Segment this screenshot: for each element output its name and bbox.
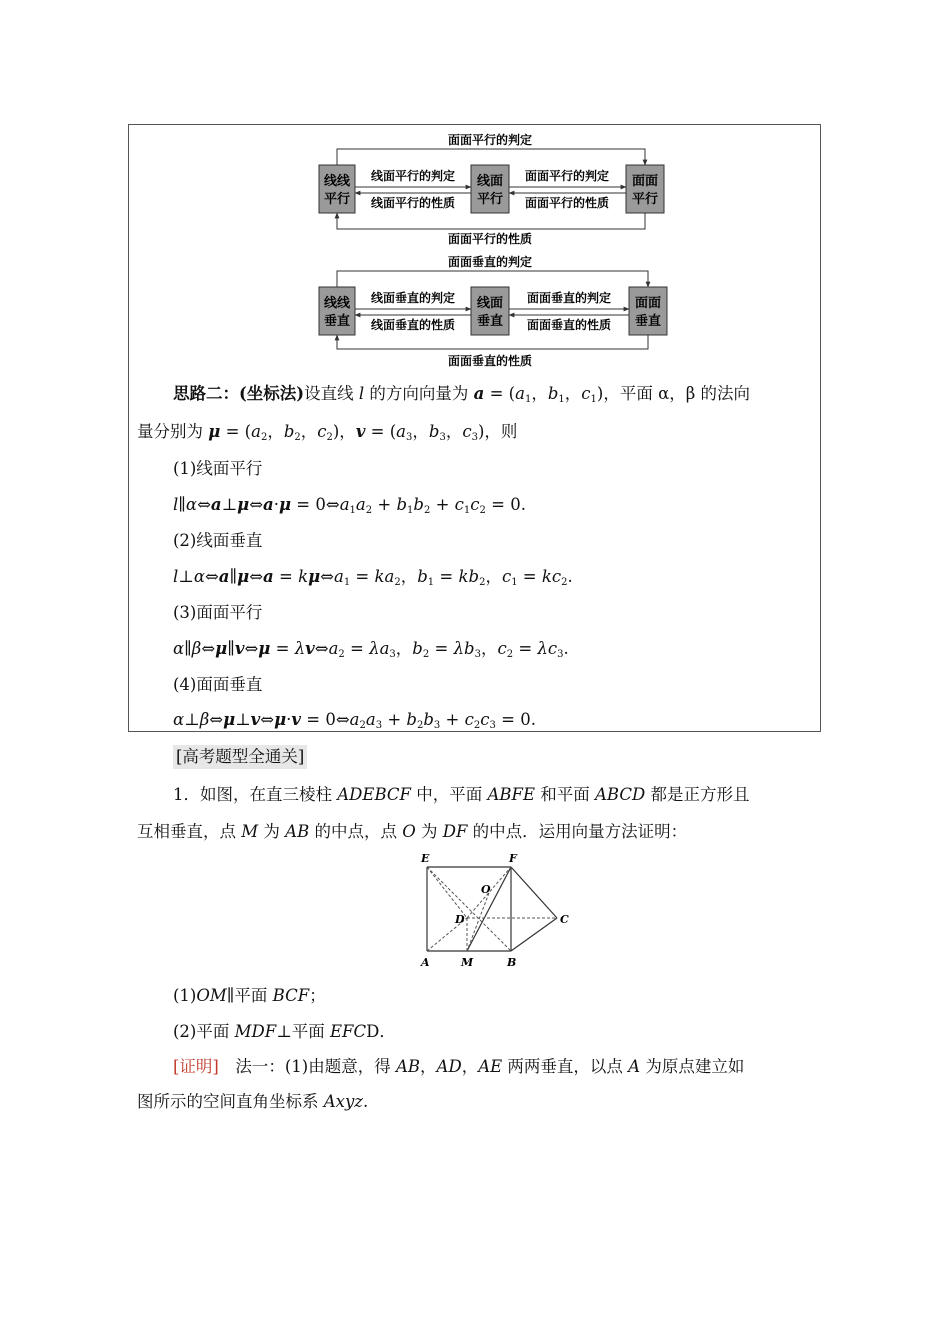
d2-box-left-2: 垂直 — [323, 314, 351, 329]
case4-formula: α⊥β⇔μ⊥v⇔μ·v = $0\Leftrightarrow a_2a_3 + b_2b_3 + c_2c_3 = 0$. — [173, 710, 536, 731]
section-title: [高考题型全通关] — [173, 745, 307, 769]
edge-BC — [511, 918, 557, 951]
d1-box-right-1: 面面 — [631, 174, 659, 189]
part2: (2)平面 MDF⊥平面 EFCD． — [173, 1022, 396, 1041]
d2-left-top: 线面垂直的判定 — [370, 291, 456, 305]
case1-formula: l∥α⇔a⊥μ⇔a·μ = $0\Leftrightarrow a_1a_2 + b_1b_2 + c_1c_2 = 0$. — [173, 495, 526, 516]
d1-box-left-1: 线线 — [323, 174, 351, 189]
arrow-d1-bottom-loop — [337, 213, 645, 229]
edge-OM — [467, 893, 489, 951]
d2-box-left-1: 线线 — [323, 296, 351, 311]
d2-top-label: 面面垂直的判定 — [447, 255, 533, 269]
question1-line1: 1．如图，在直三棱柱 ADEBCF 中，平面 ABFE 和平面 ABCD 都是正方形且 — [173, 785, 750, 804]
d2-bottom-label: 面面垂直的性质 — [447, 354, 533, 368]
arrow-d2-bottom-loop — [337, 335, 648, 349]
case2-title: (2)线面垂直 — [173, 531, 263, 550]
d2-right-top: 面面垂直的判定 — [526, 291, 612, 305]
case4-title: (4)面面垂直 — [173, 675, 263, 694]
proof-tag: [证明] — [173, 1057, 219, 1076]
method2-line1: 思路二：(坐标法)设直线 l 的方向向量为 $a = (a_1$，$b_1$，$c_1$)，平面 α，β 的法向 — [173, 384, 751, 405]
case1-title: (1)线面平行 — [173, 459, 263, 478]
d1-left-bottom: 线面平行的性质 — [370, 196, 456, 210]
d1-bottom-label: 面面平行的性质 — [447, 232, 533, 246]
label-F: F — [509, 852, 517, 865]
d1-top-label: 面面平行的判定 — [447, 133, 533, 147]
edge-FM — [467, 867, 511, 951]
arrow-d1-top-loop — [337, 149, 645, 165]
label-B: B — [507, 956, 517, 969]
part1: (1)OM∥平面 BCF； — [173, 986, 326, 1005]
diagram2-group — [319, 254, 667, 368]
label-D: D — [455, 913, 465, 926]
label-C: C — [560, 913, 569, 926]
diagram1-group — [319, 132, 664, 246]
method2-line2: 量分别为 $\mu = (a_2$，$b_2$，$c_2$)，$v = (a_3$，$b_3$，$c_3$)，则 — [137, 422, 518, 443]
label-M: M — [461, 956, 474, 969]
label-E: E — [421, 852, 430, 865]
edge-ED — [427, 867, 467, 918]
d1-box-mid-1: 线面 — [476, 174, 504, 189]
label-A: A — [421, 956, 430, 969]
d1-right-bottom: 面面平行的性质 — [524, 196, 610, 210]
d2-left-bottom: 线面垂直的性质 — [370, 318, 456, 332]
d2-box-right-2: 垂直 — [634, 314, 662, 329]
d1-box-mid-2: 平行 — [476, 192, 504, 207]
case3-title: (3)面面平行 — [173, 603, 263, 622]
label-O: O — [481, 883, 491, 896]
d1-left-top: 线面平行的判定 — [370, 169, 456, 183]
arrow-d2-top-loop — [337, 271, 648, 287]
method2-label: 思路二：(坐标法) — [173, 384, 305, 403]
d1-box-left-2: 平行 — [323, 192, 351, 207]
proof-line2: 图所示的空间直角坐标系 Axyz. — [137, 1092, 369, 1111]
parallel-relation-diagram — [129, 125, 822, 375]
proof-line1: [证明] 法一：(1)由题意，得 AB，AD，AE 两两垂直，以点 A 为原点建立如 — [173, 1057, 745, 1076]
d2-box-mid-2: 垂直 — [476, 314, 504, 329]
edge-FC — [511, 867, 557, 918]
edge-EB — [427, 867, 511, 951]
d2-box-mid-1: 线面 — [476, 296, 504, 311]
case2-formula: l⊥α⇔a∥μ⇔a = $k\mu\Leftrightarrow a_1 = ka_2$，$b_1 = kb_2$，$c_1 = kc_2$. — [173, 567, 573, 588]
case3-formula: α∥β⇔μ∥v⇔μ = $\lambda v\Leftrightarrow a_2 = \lambda a_3$，$b_2 = \lambda b_3$，$c_2 = \lambda c_3$. — [173, 639, 569, 660]
prism-figure — [405, 848, 585, 973]
d1-box-right-2: 平行 — [631, 192, 659, 207]
d2-right-bottom: 面面垂直的性质 — [526, 318, 612, 332]
question1-line2: 互相垂直，点 M 为 AB 的中点，点 O 为 DF 的中点．运用向量方法证明： — [137, 822, 688, 841]
d2-box-right-1: 面面 — [634, 296, 662, 311]
d1-right-top: 面面平行的判定 — [524, 169, 610, 183]
